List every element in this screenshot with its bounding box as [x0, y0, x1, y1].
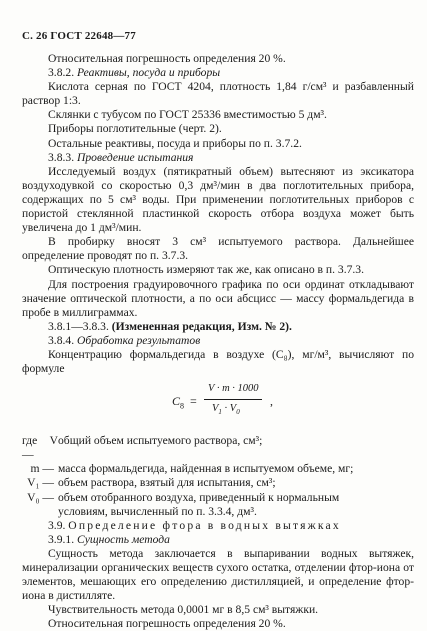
legend-row	[22, 434, 414, 462]
sensitivity-paragraph: Чувствительность метода 0,0001 мг в 8,5 см³ вытяжки.	[48, 603, 319, 617]
density-paragraph: Оптическую плотность измеряют так же, как описано в п. 3.7.3.	[48, 263, 364, 277]
concentration-paragraph: Концентрацию формальдегида в воздухе (C₈), мг/м³, вычисляют по формуле	[22, 347, 414, 376]
legend-symbol: V₀ —	[27, 490, 54, 504]
formula-denominator: $V_1 \cdot V_0$	[212, 403, 240, 417]
formula-legend	[22, 434, 414, 519]
section-3-9-1-heading	[22, 533, 414, 547]
legend-symbol: m —	[30, 462, 54, 476]
amendment-text: (Измененная редакция, Изм. № 2).	[111, 319, 292, 333]
section-number: 3.8.2.	[48, 66, 75, 80]
amendment-note	[22, 320, 414, 334]
document-body	[22, 52, 414, 631]
legend-row	[22, 476, 414, 490]
legend-symbol: где V —	[22, 434, 58, 462]
concentration-formula	[22, 380, 414, 424]
section-3-9-heading	[22, 519, 414, 533]
section-number: 3.8.3.	[48, 150, 75, 164]
legend-row	[22, 491, 414, 505]
error-paragraph-2: Относительная погрешность определения 20 %.	[48, 617, 286, 631]
absorbers-paragraph: Приборы поглотительные (черт. 2).	[48, 122, 222, 136]
fraction-bar	[204, 399, 262, 400]
section-number: 3.9.1.	[48, 532, 75, 546]
formula-numerator: V · m · 1000	[208, 383, 259, 395]
formula-lhs: $C_8$	[172, 394, 185, 411]
essence-paragraph: Сущность метода заключается в выпаривании водных вытяжек, минерализации органических веществ сухого остатка, отделении фтор-иона от элементов, мешающих его определению дистилляцией, и определение фтор-иона в дистилляте.	[22, 546, 414, 603]
section-3-8-4-heading	[22, 334, 414, 348]
legend-text: объем раствора, взятый для испытания, см³;	[58, 476, 276, 490]
formula-comma: ,	[270, 394, 273, 409]
legend-text: объем отобранного воздуха, приведенный к нормальным	[58, 490, 340, 504]
error-paragraph-1: Относительная погрешность определения 20 %.	[48, 52, 286, 65]
legend-symbol: V₁ —	[27, 476, 54, 490]
legend-text: общий объем испытуемого раствора, см³;	[58, 434, 263, 448]
formula-equals: =	[190, 394, 197, 409]
test-paragraph-1: Исследуемый воздух (пятикратный объем) вытесняют из эксикатора воздуходувкой со скоростью 0,3 дм³/мин в два поглотительных прибора, содержащих по 5 см³ воды. При применении поглотительных приборов с пористой стеклянной пластинкой скорость отбора воздуха может быть увеличена до 1 дм³/мин.	[22, 164, 414, 235]
amendment-ref: 3.8.1—3.8.3.	[48, 319, 109, 333]
section-title: Реактивы, посуда и приборы	[77, 66, 221, 80]
legend-text: масса формальдегида, найденная в испытуемом объеме, мг;	[58, 462, 354, 476]
section-3-8-3-heading	[22, 151, 414, 165]
page-header: С. 26 ГОСТ 22648—77	[22, 30, 136, 42]
legend-continuation: условиям, вычисленный по п. 3.3.4, дм³.	[58, 504, 257, 518]
section-title: Обработка результатов	[77, 333, 201, 347]
graph-paragraph: Для построения градуировочного графика по оси ординат откладывают значение оптической плотности, а по оси абсцисс — массу формальдегида в пробе в миллиграммах.	[22, 277, 414, 319]
test-paragraph-2: В пробирку вносят 3 см³ испытуемого раствора. Дальнейшее определение проводят по п. 3.7.3.	[22, 235, 414, 263]
section-title: Проведение испытания	[77, 150, 194, 164]
section-number: 3.9.	[48, 518, 66, 532]
flasks-paragraph: Склянки с тубусом по ГОСТ 25336 вместимостью 5 дм³.	[48, 108, 327, 122]
section-3-8-2-heading	[22, 66, 414, 80]
section-number: 3.8.4.	[48, 333, 75, 347]
legend-row	[22, 462, 414, 476]
section-title: Определение фтора в водных вытяжках	[68, 518, 341, 532]
other-reagents-paragraph: Остальные реактивы, посуда и приборы по п. 3.7.2.	[48, 136, 302, 150]
acid-paragraph: Кислота серная по ГОСТ 4204, плотность 1,84 г/см³ и разбавленный раствор 1:3.	[22, 80, 414, 108]
section-title: Сущность метода	[77, 532, 170, 546]
